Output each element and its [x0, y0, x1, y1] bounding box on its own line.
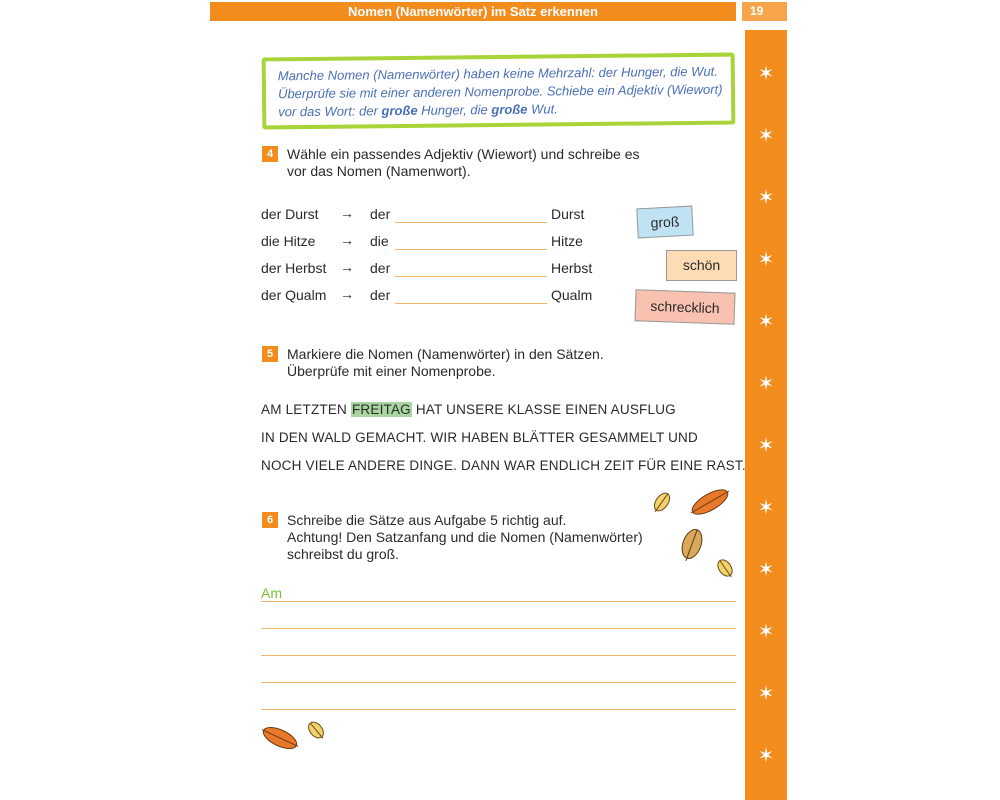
task6-instruction: Schreibe die Sätze aus Aufgabe 5 richtig auf. Achtung! Den Satzanfang und die Nomen (Namenwörter) schreibst du groß.	[287, 512, 643, 562]
row-noun-target: Qualm	[551, 287, 593, 303]
side-strip	[745, 30, 787, 800]
sentence-line: AM LETZTEN FREITAG HAT UNSERE KLASSE EINEN AUSFLUG	[261, 402, 676, 417]
star-icon: ✶	[757, 187, 775, 209]
arrow-icon: →	[340, 286, 354, 302]
adjective-card[interactable]: schrecklich	[634, 289, 735, 324]
task-number-badge: 6	[262, 512, 278, 528]
sentence-line: IN DEN WALD GEMACHT. WIR HABEN BLÄTTER GESAMMELT UND	[261, 430, 698, 445]
star-icon: ✶	[757, 249, 775, 271]
answer-line[interactable]	[395, 303, 547, 304]
star-icon: ✶	[757, 621, 775, 643]
writing-line[interactable]	[261, 601, 736, 602]
page-number: 19	[742, 2, 787, 21]
row-noun-target: Durst	[551, 206, 585, 222]
tip-line: Überprüfe sie mit einer anderen Nomenprobe. Schiebe ein Adjektiv (Wiewort)	[277, 81, 723, 102]
star-icon: ✶	[757, 435, 775, 457]
leaf-icon	[650, 490, 672, 515]
highlighted-noun[interactable]: FREITAG	[351, 402, 411, 417]
task-number-badge: 4	[262, 146, 278, 162]
row-noun: der Qualm	[261, 287, 327, 303]
row-noun: die Hitze	[261, 233, 316, 249]
chapter-title: Nomen (Namenwörter) im Satz erkennen	[210, 2, 736, 21]
arrow-icon: →	[340, 259, 354, 275]
start-word: Am	[261, 585, 282, 601]
leaf-icon	[258, 722, 301, 753]
star-icon: ✶	[757, 125, 775, 147]
row-noun: der Durst	[261, 206, 319, 222]
arrow-icon: →	[340, 232, 354, 248]
leaves-illustration	[258, 716, 333, 756]
task-number-badge: 5	[262, 346, 278, 362]
leaf-icon	[677, 527, 705, 564]
arrow-icon: →	[340, 205, 354, 221]
task5-instruction: Markiere die Nomen (Namenwörter) in den Sätzen. Überprüfe mit einer Nomenprobe.	[287, 346, 604, 379]
sentence-line: NOCH VIELE ANDERE DINGE. DANN WAR ENDLICH ZEIT FÜR EINE RAST.	[261, 458, 746, 473]
star-icon: ✶	[757, 745, 775, 767]
tip-line: Manche Nomen (Namenwörter) haben keine Mehrzahl: der Hunger, die Wut.	[277, 63, 718, 84]
row-article: die	[370, 233, 389, 249]
star-icon: ✶	[757, 497, 775, 519]
tip-line: vor das Wort: der große Hunger, die große Wut.	[278, 101, 558, 120]
star-icon: ✶	[757, 63, 775, 85]
leaves-illustration	[650, 488, 740, 583]
star-icon: ✶	[757, 311, 775, 333]
writing-line[interactable]	[261, 655, 736, 656]
task4-instruction: Wähle ein passendes Adjektiv (Wiewort) und schreibe es vor das Nomen (Namenwort).	[287, 146, 640, 179]
row-noun: der Herbst	[261, 260, 327, 276]
answer-line[interactable]	[395, 276, 547, 277]
answer-line[interactable]	[395, 222, 547, 223]
leaf-icon	[306, 719, 328, 742]
tip-text	[278, 63, 724, 122]
adjective-card[interactable]: schön	[666, 250, 737, 281]
star-icon: ✶	[757, 373, 775, 395]
writing-line[interactable]	[261, 682, 736, 683]
star-icon: ✶	[757, 683, 775, 705]
row-noun-target: Hitze	[551, 233, 583, 249]
leaf-icon	[715, 557, 736, 580]
row-noun-target: Herbst	[551, 260, 593, 276]
tip-box	[262, 53, 736, 130]
writing-line[interactable]	[261, 709, 736, 710]
answer-line[interactable]	[395, 249, 547, 250]
writing-line[interactable]	[261, 628, 736, 629]
row-article: der	[370, 260, 391, 276]
star-icon: ✶	[757, 559, 775, 581]
adjective-card[interactable]: groß	[636, 206, 693, 239]
row-article: der	[370, 287, 391, 303]
row-article: der	[370, 206, 391, 222]
leaf-icon	[687, 488, 733, 520]
